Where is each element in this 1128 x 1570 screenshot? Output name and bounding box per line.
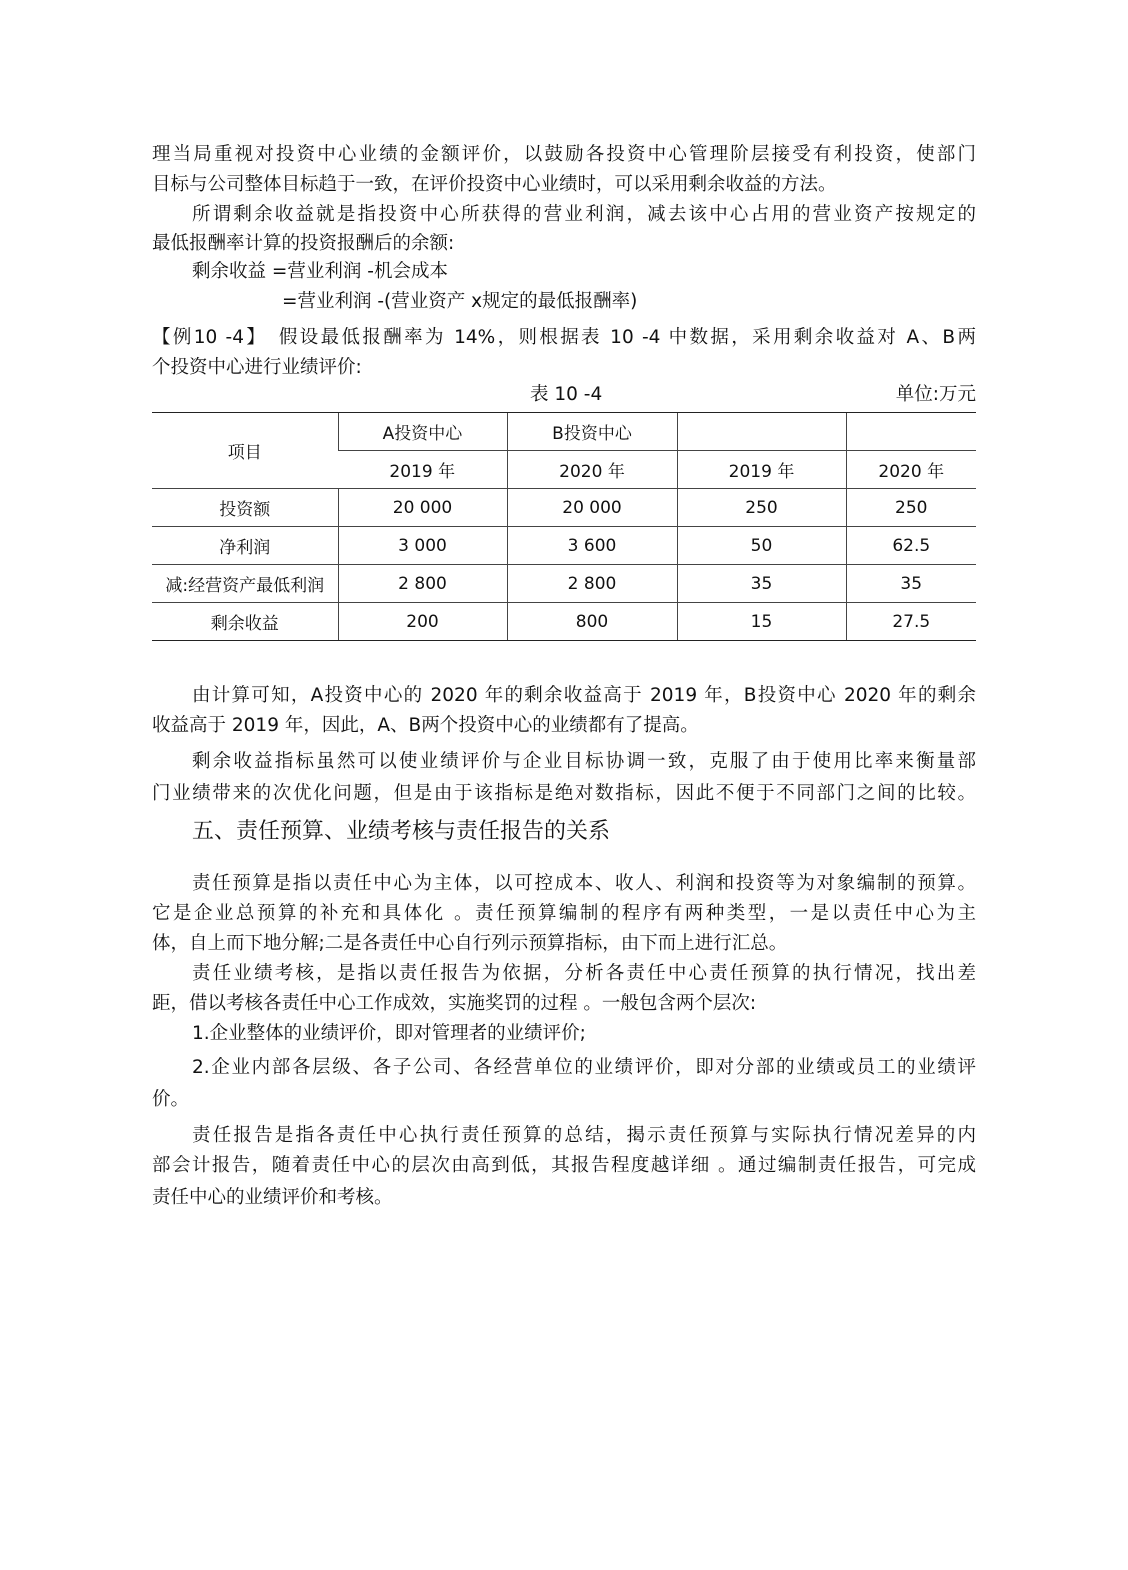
table-cell: 3 600 <box>507 527 677 565</box>
table-unit: 单位:万元 <box>895 384 976 405</box>
section-heading: 五、责任预算、业绩考核与责任报告的关系 <box>192 819 611 844</box>
text-line: 最低报酬率计算的投资报酬后的余额: <box>152 233 455 254</box>
text-line: 价。 <box>152 1089 190 1110</box>
text-line: 体，自上而下地分解;二是各责任中心自行列示预算指标，由下而上进行汇总。 <box>152 933 788 954</box>
row-label: 剩余收益 <box>152 603 338 641</box>
table-cell: 250 <box>677 489 846 527</box>
text-line: =营业利润 -(营业资产 x规定的最低报酬率) <box>282 291 638 312</box>
text-line: 1.企业整体的业绩评价，即对管理者的业绩评价; <box>192 1023 586 1044</box>
header-group: A投资中心 <box>338 413 507 451</box>
residual-income-table <box>152 412 976 641</box>
table-cell: 2 800 <box>507 565 677 603</box>
text-line: 责任中心的业绩评价和考核。 <box>152 1187 393 1208</box>
table-caption: 表 10 -4 <box>530 384 603 405</box>
table-cell: 50 <box>677 527 846 565</box>
table-row <box>152 527 976 565</box>
table-header-row <box>152 413 976 451</box>
table-cell: 3 000 <box>338 527 507 565</box>
header-year: 2019 年 <box>338 451 507 489</box>
header-year: 2020 年 <box>507 451 677 489</box>
table-cell: 800 <box>507 603 677 641</box>
header-group: B投资中心 <box>507 413 677 451</box>
text-line: 由计算可知，A投资中心的 2020 年的剩余收益高于 2019 年，B投资中心 2020 年的剩余 <box>192 685 976 706</box>
text-line: 【例10 -4】 假设最低报酬率为 14%，则根据表 10 -4 中数据，采用剩余收益对 A、B两 <box>152 327 976 348</box>
table-cell: 20 000 <box>507 489 677 527</box>
text-line: 所谓剩余收益就是指投资中心所获得的营业利润，减去该中心占用的营业资产按规定的 <box>192 204 976 225</box>
text-line: 收益高于 2019 年，因此，A、B两个投资中心的业绩都有了提高。 <box>152 715 699 736</box>
header-year: 2019 年 <box>677 451 846 489</box>
text-line: 理当局重视对投资中心业绩的金额评价，以鼓励各投资中心管理阶层接受有利投资，使部门 <box>152 144 976 165</box>
text-line: 2.企业内部各层级、各子公司、各经营单位的业绩评价，即对分部的业绩或员工的业绩评 <box>192 1057 976 1078</box>
text-line: 剩余收益 =营业利润 -机会成本 <box>192 261 448 282</box>
text-line: 目标与公司整体目标趋于一致，在评价投资中心业绩时，可以采用剩余收益的方法。 <box>152 174 837 195</box>
table-row <box>152 489 976 527</box>
text-line: 部会计报告，随着责任中心的层次由高到低，其报告程度越详细 。通过编制责任报告，可完成 <box>152 1155 976 1176</box>
table-cell: 15 <box>677 603 846 641</box>
text-line: 责任报告是指各责任中心执行责任预算的总结，揭示责任预算与实际执行情况差异的内 <box>192 1125 976 1146</box>
table-row <box>152 603 976 641</box>
text-line: 责任业绩考核，是指以责任报告为依据，分析各责任中心责任预算的执行情况，找出差 <box>192 963 976 984</box>
table-cell: 27.5 <box>846 603 976 641</box>
header-year: 2020 年 <box>846 451 976 489</box>
text-line: 门业绩带来的次优化问题，但是由于该指标是绝对数指标，因此不便于不同部门之间的比较。 <box>152 783 976 804</box>
table-cell: 35 <box>846 565 976 603</box>
text-line: 责任预算是指以责任中心为主体，以可控成本、收人、利润和投资等为对象编制的预算。 <box>192 873 976 894</box>
row-label: 减:经营资产最低利润 <box>152 565 338 603</box>
table-cell: 62.5 <box>846 527 976 565</box>
header-group <box>846 413 976 451</box>
table-cell: 2 800 <box>338 565 507 603</box>
text-line: 它是企业总预算的补充和具体化 。责任预算编制的程序有两种类型，一是以责任中心为主 <box>152 903 976 924</box>
table-cell: 200 <box>338 603 507 641</box>
text-line: 个投资中心进行业绩评价: <box>152 357 362 378</box>
text-line: 剩余收益指标虽然可以使业绩评价与企业目标协调一致，克服了由于使用比率来衡量部 <box>192 751 976 772</box>
header-item: 项目 <box>152 413 338 489</box>
text-line: 距，借以考核各责任中心工作成效，实施奖罚的过程 。一般包含两个层次: <box>152 993 757 1014</box>
table-row <box>152 565 976 603</box>
row-label: 净利润 <box>152 527 338 565</box>
row-label: 投资额 <box>152 489 338 527</box>
header-group <box>677 413 846 451</box>
table-cell: 35 <box>677 565 846 603</box>
table-cell: 250 <box>846 489 976 527</box>
table-cell: 20 000 <box>338 489 507 527</box>
